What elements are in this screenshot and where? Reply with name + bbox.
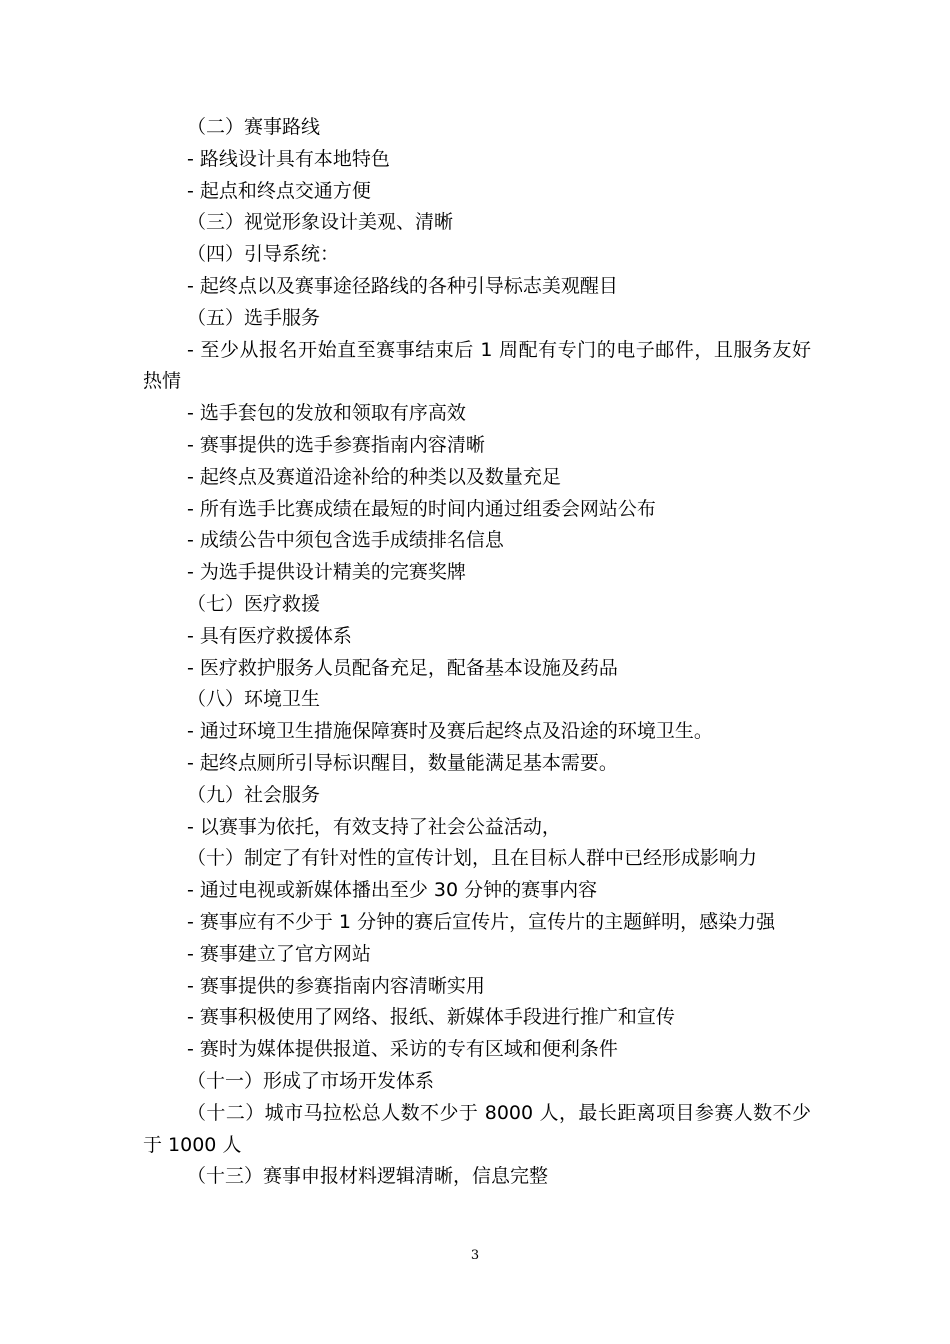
section-heading-environment: （八）环境卫生 [187,688,321,711]
list-item: - 以赛事为依托，有效支持了社会公益活动， [187,815,561,838]
list-item: - 所有选手比赛成绩在最短的时间内通过组委会网站公布 [187,497,656,520]
section-heading-athlete-service: （五）选手服务 [187,306,321,329]
list-item: - 赛事应有不少于 1 分钟的赛后宣传片，宣传片的主题鲜明，感染力强 [187,910,776,933]
section-heading-application: （十三）赛事申报材料逻辑清晰，信息完整 [187,1165,549,1188]
list-item: - 选手套包的发放和领取有序高效 [187,402,466,425]
list-item: - 具有医疗救援体系 [187,624,352,647]
page-number: 3 [470,1248,480,1263]
list-item: - 起终点厕所引导标识醒目，数量能满足基本需要。 [187,751,618,774]
list-item: - 赛事提供的选手参赛指南内容清晰 [187,433,485,456]
list-item: - 赛时为媒体提供报道、采访的专有区域和便利条件 [187,1038,618,1061]
list-item: - 路线设计具有本地特色 [187,147,390,170]
list-item: - 赛事积极使用了网络、报纸、新媒体手段进行推广和宣传 [187,1006,675,1029]
list-item: - 通过环境卫生措施保障赛时及赛后起终点及沿途的环境卫生。 [187,720,713,743]
list-item: - 起终点及赛道沿途补给的种类以及数量充足 [187,465,561,488]
list-item: - 成绩公告中须包含选手成绩排名信息 [187,529,504,552]
list-item: - 赛事建立了官方网站 [187,942,371,965]
section-heading-publicity: （十）制定了有针对性的宣传计划，且在目标人群中已经形成影响力 [187,847,758,870]
list-item: - 通过电视或新媒体播出至少 30 分钟的赛事内容 [187,879,598,902]
paragraph-email-service: - 至少从报名开始直至赛事结束后 1 周配有专门的电子邮件，且服务友好热情 [143,338,811,393]
list-item: - 医疗救护服务人员配备充足，配备基本设施及药品 [187,656,618,679]
list-item: - 起终点以及赛事途径路线的各种引导标志美观醒目 [187,274,618,297]
section-heading-market: （十一）形成了市场开发体系 [187,1069,435,1092]
section-heading-guidance: （四）引导系统： [187,243,340,266]
list-item: - 赛事提供的参赛指南内容清晰实用 [187,974,485,997]
document-body [143,112,811,1193]
paragraph-participants: （十二）城市马拉松总人数不少于 8000 人，最长距离项目参赛人数不少于 1000 人 [143,1101,811,1156]
list-item: - 为选手提供设计精美的完赛奖牌 [187,561,466,584]
section-heading-social: （九）社会服务 [187,783,321,806]
section-heading-visual: （三）视觉形象设计美观、清晰 [187,211,454,234]
list-item: - 起点和终点交通方便 [187,179,371,202]
section-heading-route: （二）赛事路线 [187,116,321,138]
section-heading-medical: （七）医疗救援 [187,592,321,615]
